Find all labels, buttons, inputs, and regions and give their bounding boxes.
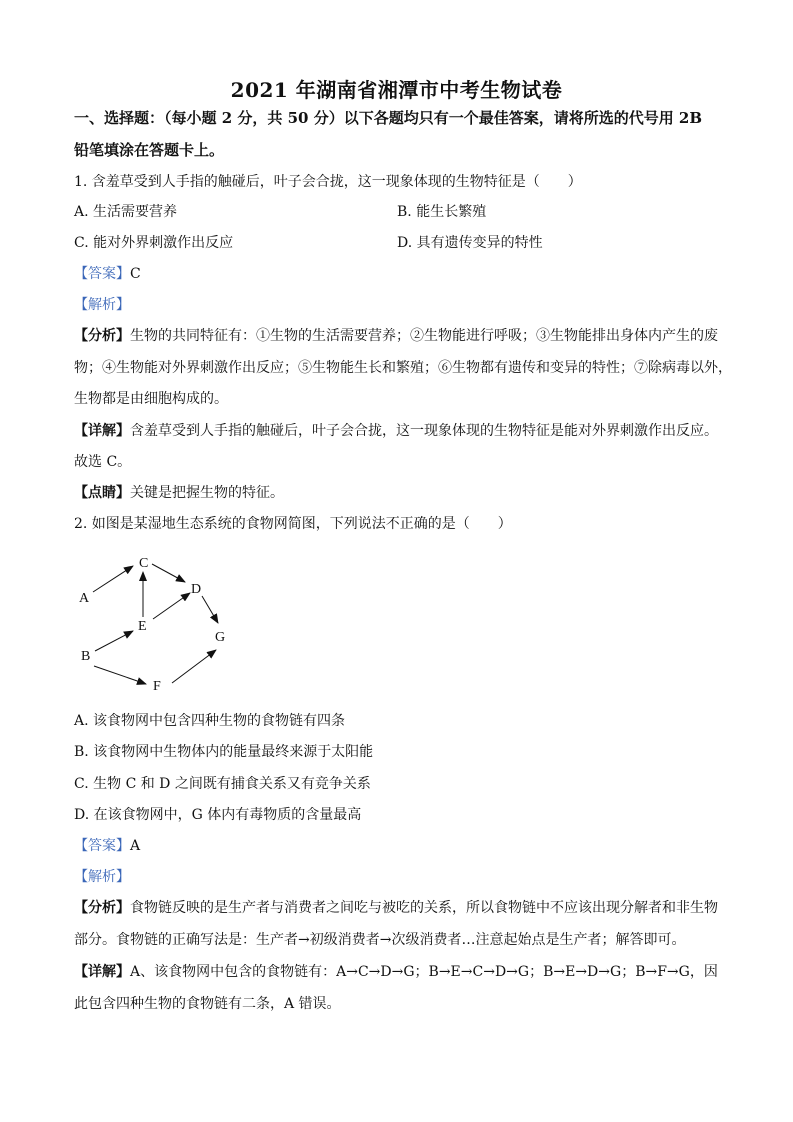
fenxi-label: 【分析】 [74,900,130,916]
xiangjie-label: 【详解】 [74,964,130,980]
question-1-stem: 1. 含羞草受到人手指的触碰后，叶子会合拢，这一现象体现的生物特征是（ ） [74,174,582,190]
node-e: E [138,619,147,634]
section-heading-line2: 铅笔填涂在答题卡上。 [74,141,225,159]
page-title: 2021 年湖南省湘潭市中考生物试卷 [230,78,563,102]
question-1-xiangjie-line1 [74,421,718,441]
node-g: G [215,630,226,645]
question-1-dianjing [74,483,284,503]
question-2-stem: 2. 如图是某湿地生态系统的食物网简图，下列说法不正确的是（ ） [74,516,512,532]
section-heading-line1: 一、选择题：（每小题 2 分，共 50 分）以下各题均只有一个最佳答案，请将所选的代号用 2B [74,109,703,127]
question-2-analysis-label: 【解析】 [74,869,130,885]
fenxi-label: 【分析】 [74,328,130,344]
question-2-option-b: B. 该食物网中生物体内的能量最终来源于太阳能 [74,744,374,760]
question-1-option-c: C. 能对外界刺激作出反应 [74,235,234,251]
question-2-fenxi-line2: 部分。食物链的正确写法是：生产者→初级消费者→次级消费者…注意起始点是生产者；解答即可。 [74,932,686,948]
question-2-option-a: A. 该食物网中包含四种生物的食物链有四条 [74,713,346,729]
question-1-fenxi-line3: 生物都是由细胞构成的。 [74,391,228,407]
node-a: A [79,591,90,606]
node-c: C [139,556,149,571]
question-1-answer [74,264,141,284]
answer-value: C [130,266,141,282]
answer-value: A [130,838,141,854]
xiangjie-label: 【详解】 [74,423,130,439]
node-f: F [153,679,161,694]
answer-label: 【答案】 [74,266,130,282]
node-d: D [191,582,202,597]
node-b: B [81,649,91,664]
question-2-answer [74,836,140,856]
fenxi-text: 食物链反映的是生产者与消费者之间吃与被吃的关系，所以食物链中不应该出现分解者和非生物 [130,900,718,916]
food-web-diagram [70,545,250,695]
dianjing-text: 关键是把握生物的特征。 [130,485,284,501]
answer-label: 【答案】 [74,838,130,854]
question-1-xiangjie-line2: 故选 C。 [74,454,132,470]
question-1-fenxi-line1 [74,326,718,346]
question-1-fenxi-line2: 物；④生物能对外界刺激作出反应；⑤生物能生长和繁殖；⑥生物都有遗传和变异的特性；⑦除病毒以外， [74,360,732,376]
fenxi-text: 生物的共同特征有：①生物的生活需要营养；②生物能进行呼吸；③生物能排出身体内产生的废 [130,328,718,344]
question-2-xiangjie-line1 [74,962,718,982]
question-2-xiangjie-line2: 此包含四种生物的食物链有二条，A 错误。 [74,996,341,1012]
question-1-option-d: D. 具有遗传变异的特性 [397,235,543,251]
dianjing-label: 【点睛】 [74,485,130,501]
question-2-fenxi-line1 [74,898,718,918]
question-2-option-c: C. 生物 C 和 D 之间既有捕食关系又有竞争关系 [74,776,371,792]
xiangjie-text: 含羞草受到人手指的触碰后，叶子会合拢，这一现象体现的生物特征是能对外界刺激作出反应。 [130,423,718,439]
question-1-analysis-label: 【解析】 [74,297,130,313]
question-2-option-d: D. 在该食物网中，G 体内有毒物质的含量最高 [74,807,362,823]
question-1-option-b: B. 能生长繁殖 [397,204,487,220]
xiangjie-text: A、该食物网中包含的食物链有：A→C→D→G；B→E→C→D→G；B→E→D→G；B→F→G，因 [130,964,718,980]
question-1-option-a: A. 生活需要营养 [74,204,178,220]
